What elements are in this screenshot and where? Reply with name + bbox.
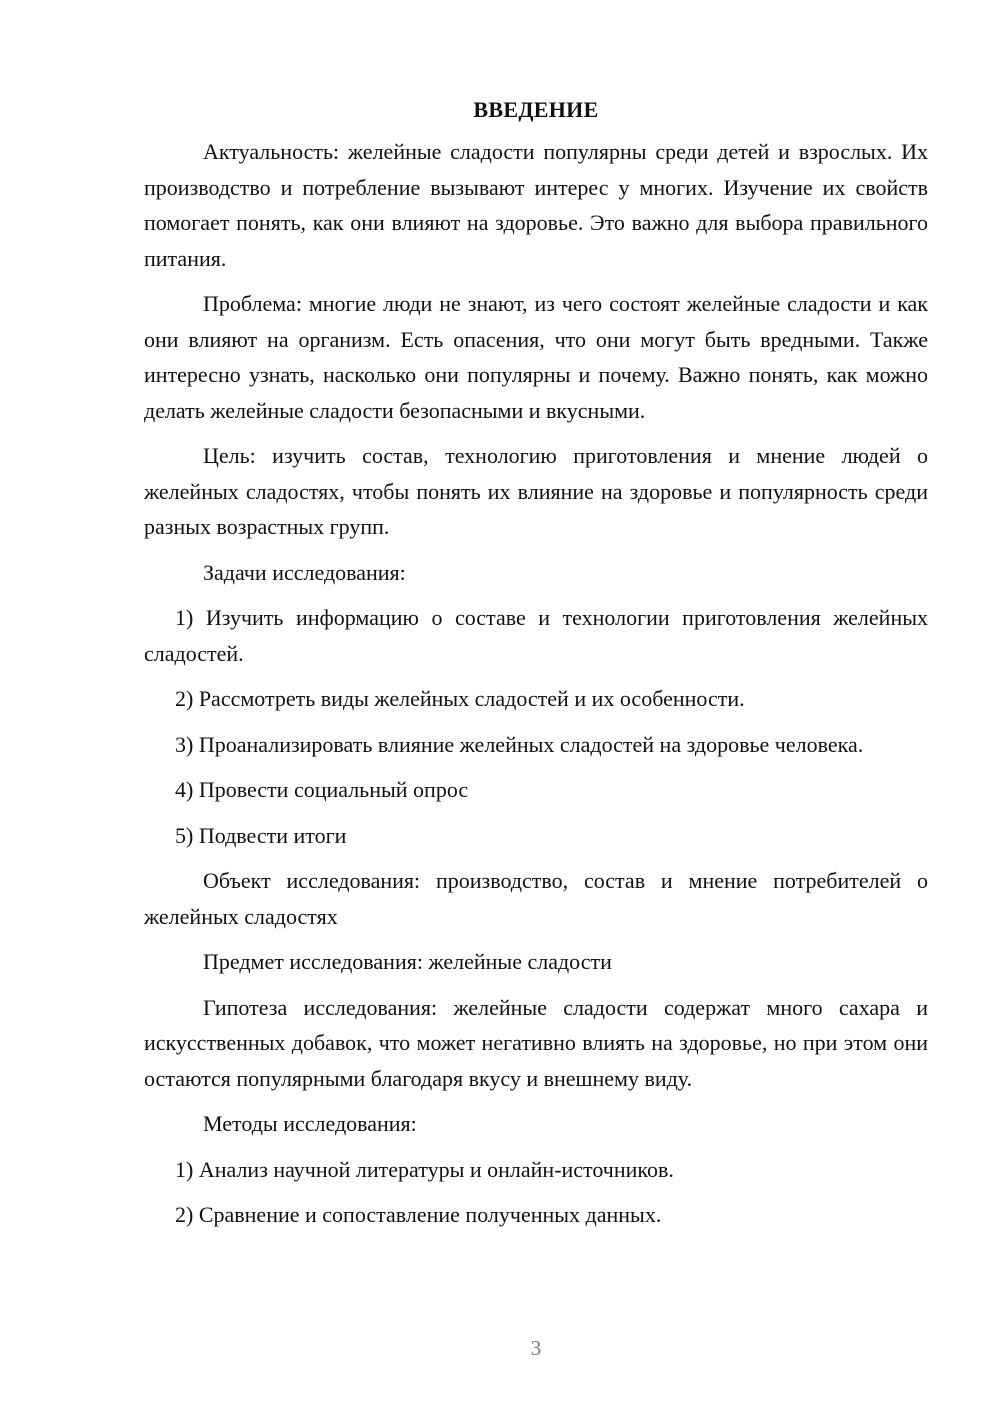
task-item: 1) Изучить информацию о составе и технологии приготовления желейных сладостей. xyxy=(144,605,928,666)
task-item: 2) Рассмотреть виды желейных сладостей и их особенности. xyxy=(175,686,745,711)
paragraph-relevance: Актуальность: желейные сладости популярны среди детей и взрослых. Их производство и потребление вызывают интерес у многих. Изучение их свойств помогает понять, как они влияют на здоровье. Это важно для выбора правильного питания. xyxy=(144,139,928,271)
method-item: 1) Анализ научной литературы и онлайн-источников. xyxy=(175,1156,674,1182)
paragraph-object: Объект исследования: производство, состав и мнение потребителей о желейных сладостях xyxy=(144,868,928,929)
task-item: 5) Подвести итоги xyxy=(175,822,347,848)
paragraph-problem: Проблема: многие люди не знают, из чего состоят желейные сладости и как они влияют на организм. Есть опасения, что они могут быть вредными. Также интересно узнать, насколько они популярны и почему. Важно понять, как можно делать желейные сладости безопасными и вкусными. xyxy=(144,291,928,423)
task-item: 4) Провести социальный опрос xyxy=(175,777,469,802)
page-content xyxy=(144,96,928,1243)
paragraph-hypothesis: Гипотеза исследования: желейные сладости содержат много сахара и искусственных добавок, что может негативно влиять на здоровье, но при этом они остаются популярными благодаря вкусу и внешнему виду. xyxy=(144,994,928,1091)
task-item: 3) Проанализировать влияние желейных сладостей на здоровье человека. xyxy=(175,731,864,757)
paragraph-subject: Предмет исследования: желейные сладости xyxy=(203,949,612,974)
methods-heading: Методы исследования: xyxy=(203,1111,417,1136)
page-number: 3 xyxy=(530,1336,542,1360)
method-item: 2) Сравнение и сопоставление полученных данных. xyxy=(175,1202,662,1227)
tasks-heading: Задачи исследования: xyxy=(203,559,406,585)
paragraph-goal: Цель: изучить состав, технологию приготовления и мнение людей о желейных сладостях, чтобы понять их влияние на здоровье и популярность среди разных возрастных групп. xyxy=(144,443,928,539)
page-title: ВВЕДЕНИЕ xyxy=(473,97,599,122)
